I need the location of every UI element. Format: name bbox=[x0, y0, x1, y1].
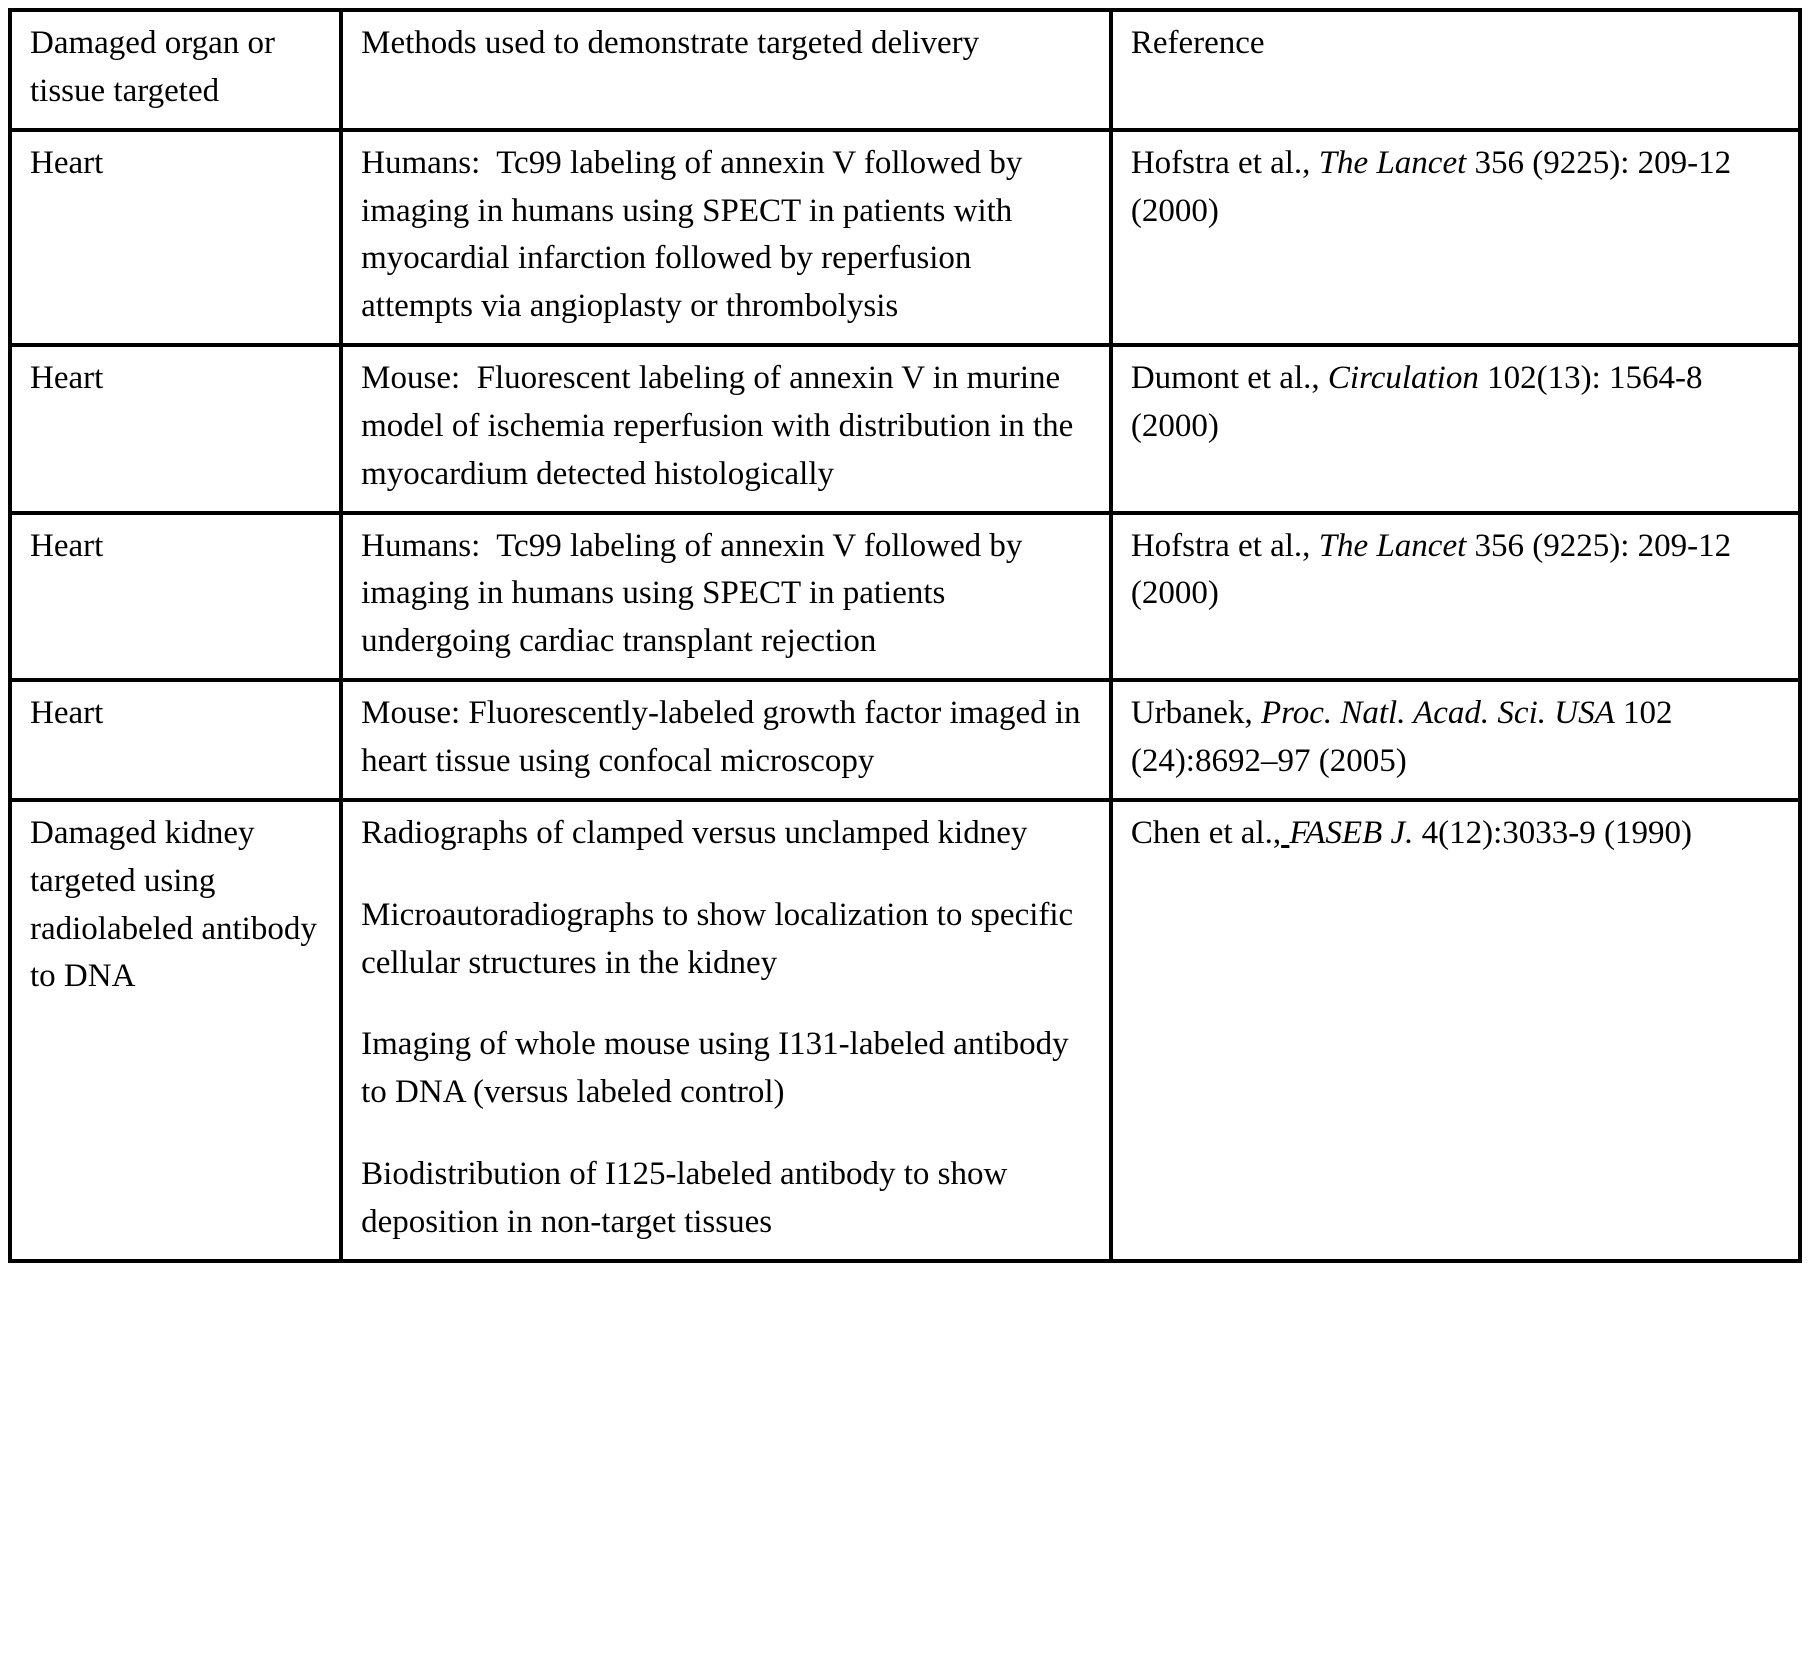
method-paragraph: Humans: Tc99 labeling of annexin V followed by imaging in humans using SPECT in patients undergoing cardiac transplant rejection bbox=[361, 527, 1031, 660]
cell-methods bbox=[341, 130, 1111, 345]
table-row bbox=[10, 345, 1800, 513]
cell-organ: Heart bbox=[10, 345, 341, 513]
method-paragraph: Mouse: Fluorescent labeling of annexin V in murine model of ischemia reperfusion with distribution in the myocardium detected histologically bbox=[361, 360, 1082, 492]
reference-segment: Circulation bbox=[1327, 360, 1479, 397]
reference-segment: The Lancet bbox=[1318, 527, 1467, 564]
cell-organ: Heart bbox=[10, 130, 341, 345]
table-row bbox=[10, 130, 1800, 345]
table-row bbox=[10, 800, 1800, 1261]
column-header-organ: Damaged organ or tissue targeted bbox=[10, 10, 341, 130]
reference-segment: The Lancet bbox=[1318, 144, 1467, 181]
table-header bbox=[10, 10, 1800, 130]
header-row bbox=[10, 10, 1800, 130]
reference-segment: Dumont et al., bbox=[1130, 360, 1328, 397]
reference-segment: 4(12):3033-9 (1990) bbox=[1413, 814, 1693, 851]
cell-organ: Heart bbox=[10, 513, 341, 681]
method-paragraph: Radiographs of clamped versus unclamped kidney bbox=[361, 814, 1028, 851]
cell-methods bbox=[341, 800, 1111, 1261]
method-paragraph: Mouse: Fluorescently-labeled growth factor imaged in heart tissue using confocal microscopy bbox=[361, 695, 1089, 779]
reference-segment: Urbanek, bbox=[1130, 695, 1261, 732]
cell-methods bbox=[341, 513, 1111, 681]
reference-segment: 356 (9225): 209-12 (2000) bbox=[1130, 527, 1740, 612]
method-paragraph: Microautoradiographs to show localization to specific cellular structures in the kidney bbox=[361, 896, 1082, 981]
reference-segment: 356 (9225): 209-12 (2000) bbox=[1130, 144, 1740, 229]
table-row bbox=[10, 680, 1800, 800]
cell-reference bbox=[1111, 680, 1800, 800]
cell-methods bbox=[341, 680, 1111, 800]
cell-reference bbox=[1111, 345, 1800, 513]
reference-segment: 102(13): 1564-8 (2000) bbox=[1130, 360, 1711, 444]
method-paragraph: Biodistribution of I125-labeled antibody to show deposition in non-target tissues bbox=[361, 1156, 1016, 1240]
reference-segment: Chen et al., bbox=[1130, 814, 1282, 851]
method-paragraph: Imaging of whole mouse using I131-labeled antibody to DNA (versus labeled control) bbox=[361, 1026, 1077, 1111]
reference-segment: Hofstra et al., bbox=[1130, 527, 1319, 564]
cell-methods bbox=[341, 345, 1111, 513]
table-row bbox=[10, 513, 1800, 681]
cell-reference bbox=[1111, 513, 1800, 681]
column-header-reference: Reference bbox=[1111, 10, 1800, 130]
reference-segment: Proc. Natl. Acad. Sci. USA bbox=[1260, 695, 1615, 732]
cell-reference bbox=[1111, 130, 1800, 345]
cell-organ: Heart bbox=[10, 680, 341, 800]
method-paragraph: Humans: Tc99 labeling of annexin V followed by imaging in humans using SPECT in patients with myocardial infarction followed by reperfusion attempts via angioplasty or thrombolysis bbox=[361, 144, 1031, 325]
table-body bbox=[10, 130, 1800, 1261]
reference-segment: Hofstra et al., bbox=[1130, 144, 1319, 181]
cell-organ: Damaged kidney targeted using radiolabeled antibody to DNA bbox=[10, 800, 341, 1261]
reference-segment: 102 (24):8692–97 (2005) bbox=[1130, 695, 1681, 779]
cell-reference bbox=[1111, 800, 1800, 1261]
reference-segment: FASEB J. bbox=[1289, 814, 1414, 851]
column-header-methods: Methods used to demonstrate targeted delivery bbox=[341, 10, 1111, 130]
targeted-delivery-table bbox=[8, 8, 1802, 1263]
